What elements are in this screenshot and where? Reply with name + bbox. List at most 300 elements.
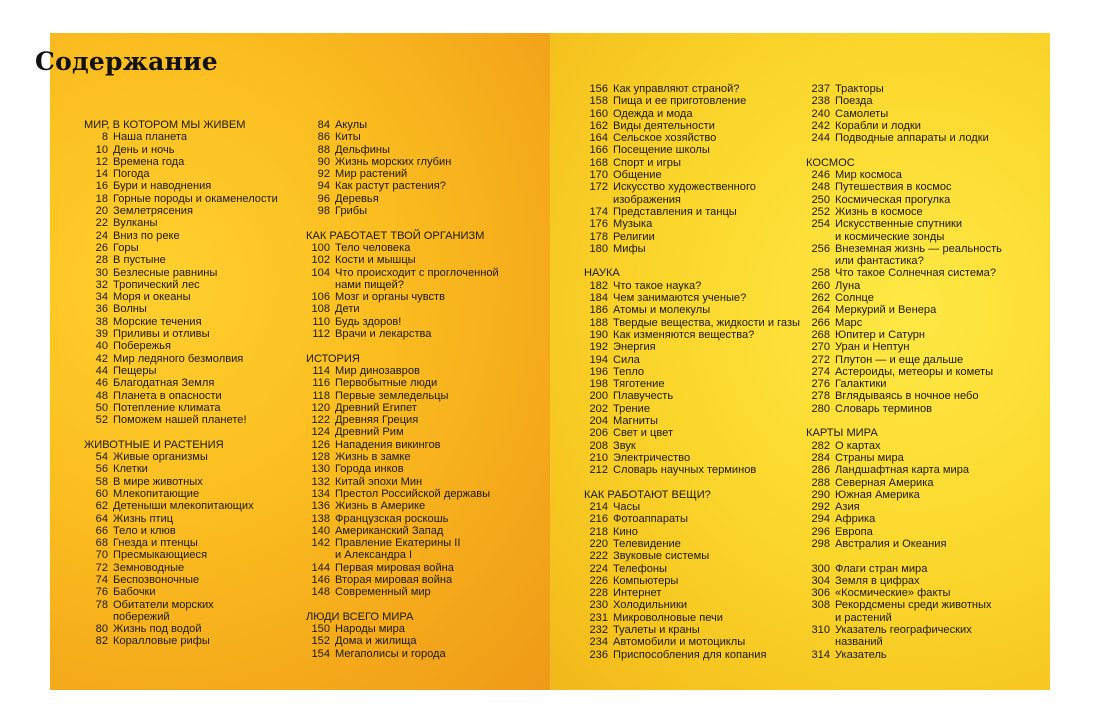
section-title: НАУКА	[584, 267, 620, 280]
toc-page-number: 82	[95, 635, 108, 648]
toc-entry-title: Обитатели морских побережий	[113, 598, 214, 623]
toc-page-number: 98	[317, 205, 330, 218]
toc-entry-title: Телевидение	[613, 537, 681, 550]
toc-page-number: 182	[589, 279, 608, 292]
toc-entry-title: Искусственные спутники и космические зонды	[835, 218, 963, 243]
toc-page-number: 218	[589, 525, 608, 538]
toc-entry	[306, 242, 566, 254]
toc-page-number: 236	[589, 648, 608, 661]
toc-entry-title: Галактики	[835, 378, 887, 391]
toc-page-number: 158	[589, 95, 608, 108]
toc-entry-title: Мифы	[613, 242, 646, 255]
toc-entry-title: Ландшафтная карта мира	[835, 464, 970, 477]
toc-page-number: 60	[95, 487, 108, 500]
toc-page-number: 202	[589, 402, 608, 415]
toc-entry-title: Австралия и Океания	[835, 537, 947, 550]
toc-entry	[306, 316, 566, 328]
toc-page-number: 104	[311, 266, 330, 279]
toc-entry	[306, 365, 566, 377]
toc-entry	[584, 513, 844, 525]
toc-entry-title: Горные породы и окаменелости	[113, 192, 278, 205]
toc-entry	[84, 390, 344, 402]
toc-page-number: 288	[811, 476, 830, 489]
toc-entry-title: Гнезда и птенцы	[113, 537, 198, 550]
toc-entry-title: Первобытные люди	[335, 377, 438, 390]
toc-entry-title: Меркурий и Венера	[835, 304, 937, 317]
toc-entry-title: Млекопитающие	[113, 487, 200, 500]
toc-page-number: 34	[95, 291, 108, 304]
toc-entry-title: Европа	[835, 525, 873, 538]
toc-page-number: 204	[589, 415, 608, 428]
toc-entry	[806, 280, 1066, 292]
toc-entry-title: Южная Америка	[835, 488, 920, 501]
toc-page-number: 74	[95, 573, 108, 586]
toc-entry	[306, 476, 566, 488]
toc-entry-title: Подводные аппараты и лодки	[835, 132, 989, 145]
toc-entry	[584, 132, 844, 144]
toc-page-number: 226	[589, 574, 608, 587]
toc-entry-title: Грибы	[335, 205, 368, 218]
toc-entry-title: Тело и клюв	[113, 524, 176, 537]
toc-page-number: 174	[589, 205, 608, 218]
toc-page-number: 116	[312, 377, 330, 390]
toc-entry	[84, 340, 344, 352]
toc-entry-title: Одежда и мода	[613, 107, 693, 120]
toc-entry-title: Первая мировая война	[335, 561, 454, 574]
toc-page-number: 230	[589, 599, 608, 612]
toc-section	[306, 611, 566, 660]
toc-entry	[806, 95, 1066, 107]
toc-entry-title: Американский Запад	[335, 524, 444, 537]
toc-page-number: 162	[589, 119, 608, 132]
toc-page-number: 294	[811, 513, 830, 526]
toc-page-number: 180	[589, 242, 608, 255]
toc-entry-title: Сила	[613, 353, 640, 366]
toc-entry-title: Приливы и отливы	[113, 328, 210, 341]
section-title: ЖИВОТНЫЕ И РАСТЕНИЯ	[84, 438, 224, 451]
toc-entry-title: Вглядываясь в ночное небо	[835, 390, 979, 403]
toc-entry	[584, 354, 844, 366]
toc-column-2	[306, 119, 566, 672]
toc-entry-title: Фотоаппараты	[613, 513, 688, 526]
toc-entry	[806, 206, 1066, 218]
toc-page-number: 26	[95, 241, 108, 254]
toc-entry	[306, 574, 566, 586]
toc-entry	[306, 119, 566, 131]
toc-page-number: 256	[811, 242, 830, 255]
toc-page-number: 114	[312, 364, 330, 377]
toc-entry	[84, 291, 344, 303]
toc-entry-title: Времена года	[113, 155, 185, 168]
toc-entry-title: Звуковые системы	[613, 550, 710, 563]
toc-entry	[84, 451, 344, 463]
toc-entry-title: Наша планета	[113, 131, 188, 144]
toc-entry	[84, 156, 344, 168]
toc-page-number: 28	[95, 254, 108, 267]
toc-entry	[84, 316, 344, 328]
toc-entry	[306, 537, 566, 562]
toc-entry	[806, 464, 1066, 476]
toc-entry	[84, 353, 344, 365]
toc-entry	[806, 243, 1066, 268]
toc-page-number: 150	[311, 623, 330, 636]
toc-entry-title: Потепление климата	[113, 401, 221, 414]
toc-page-number: 258	[811, 267, 830, 280]
toc-entry	[84, 574, 344, 586]
toc-page-number: 268	[811, 328, 830, 341]
toc-entry	[306, 144, 566, 156]
toc-entry-title: Тропический лес	[113, 278, 200, 291]
toc-entry	[584, 181, 844, 206]
toc-entry	[584, 243, 844, 255]
toc-page-number: 32	[95, 278, 108, 291]
toc-entry-title: Указатель	[835, 648, 887, 661]
toc-entry-title: Китай эпохи Мин	[335, 475, 423, 488]
toc-entry	[584, 563, 844, 575]
toc-page-number: 128	[311, 451, 330, 464]
toc-page-number: 78	[95, 598, 108, 611]
toc-page-number: 92	[317, 168, 330, 181]
toc-entry-title: Уран и Нептун	[835, 341, 910, 354]
toc-entry	[806, 181, 1066, 193]
toc-entry	[584, 157, 844, 169]
toc-entry	[84, 549, 344, 561]
toc-page-number: 166	[589, 144, 608, 157]
toc-entry	[84, 488, 344, 500]
toc-entry-title: Жизнь под водой	[113, 623, 202, 636]
toc-entry-title: Французская роскошь	[335, 512, 449, 525]
toc-entry	[84, 144, 344, 156]
toc-page-number: 12	[95, 155, 108, 168]
toc-page-number: 110	[312, 315, 330, 328]
toc-page-number: 80	[95, 623, 108, 636]
toc-page-number: 30	[95, 266, 108, 279]
toc-entry-title: Общение	[613, 169, 662, 182]
toc-entry	[306, 254, 566, 266]
toc-page-number: 234	[589, 636, 608, 649]
toc-entry	[84, 180, 344, 192]
toc-entry-title: Флаги стран мира	[835, 562, 928, 575]
toc-page-number: 86	[317, 131, 330, 144]
toc-entry-title: Пещеры	[113, 364, 157, 377]
toc-entry-title: Поможем нашей планете!	[113, 414, 247, 427]
toc-page-number: 76	[95, 586, 108, 599]
toc-entry	[84, 463, 344, 475]
toc-entry	[806, 304, 1066, 316]
toc-entry-title: Бури и наводнения	[113, 180, 212, 193]
toc-page-number: 8	[101, 131, 108, 144]
toc-entry	[84, 303, 344, 315]
toc-page-number: 237	[811, 83, 830, 95]
toc-page-number: 160	[589, 107, 608, 120]
toc-page-number: 40	[95, 340, 108, 353]
toc-page-number: 198	[589, 378, 608, 391]
toc-entry-title: Атомы и молекулы	[613, 304, 711, 317]
toc-page-number: 242	[811, 119, 830, 132]
toc-entry	[306, 562, 566, 574]
toc-entry-title: Азия	[835, 501, 860, 514]
toc-entry-title: Нападения викингов	[335, 438, 441, 451]
toc-section	[806, 427, 1066, 550]
toc-entry-title: Пища и ее приготовление	[613, 95, 747, 108]
toc-entry-title: Жизнь морских глубин	[335, 155, 452, 168]
toc-page-number: 212	[589, 464, 608, 477]
toc-entry	[306, 513, 566, 525]
toc-page-number: 246	[811, 169, 830, 182]
toc-entry-title: Луна	[835, 279, 861, 292]
toc-page-number: 262	[811, 292, 830, 305]
toc-page-number: 190	[589, 328, 608, 341]
toc-entry-title: Юпитер и Сатурн	[835, 328, 926, 341]
toc-page-number: 172	[589, 181, 608, 194]
toc-entry	[806, 218, 1066, 243]
toc-entry-title: Престол Российской державы	[335, 487, 491, 500]
toc-entry-title: Детеныши млекопитающих	[113, 500, 254, 513]
toc-entry-title: Мегаполисы и города	[335, 647, 446, 660]
toc-entry-title: Древний Египет	[335, 401, 417, 414]
toc-entry	[306, 525, 566, 537]
toc-entry	[806, 649, 1066, 661]
toc-page-number: 220	[589, 537, 608, 550]
toc-entry-title: Дельфины	[335, 143, 390, 156]
toc-page-number: 210	[589, 451, 608, 464]
toc-entry	[306, 180, 566, 192]
toc-page-number: 140	[311, 524, 330, 537]
section-title: ИСТОРИЯ	[306, 352, 360, 365]
toc-entry-title: Туалеты и краны	[613, 624, 700, 637]
toc-page-number: 196	[589, 365, 608, 378]
toc-entry-title: Живые организмы	[113, 451, 208, 464]
toc-entry-title: Современный мир	[335, 586, 431, 599]
toc-entry-title: В пустыне	[113, 254, 166, 267]
toc-page-number: 300	[811, 562, 830, 575]
toc-page-number: 122	[311, 414, 330, 427]
toc-section	[584, 267, 844, 476]
toc-page-number: 280	[811, 402, 830, 415]
toc-entry-title: «Космические» факты	[835, 587, 951, 600]
toc-entry	[306, 291, 566, 303]
toc-page-number: 282	[811, 439, 830, 452]
toc-entry-title: Акулы	[335, 119, 368, 131]
toc-entry-title: Тепло	[613, 365, 645, 378]
toc-page-number: 64	[95, 512, 108, 525]
toc-entry-title: Врачи и лекарства	[335, 328, 432, 341]
toc-entry	[584, 390, 844, 402]
toc-entry-title: День и ночь	[113, 143, 175, 156]
toc-entry-title: О картах	[835, 439, 881, 452]
toc-page-number: 292	[811, 501, 830, 514]
toc-column-3	[584, 83, 844, 673]
section-title: КОСМОС	[806, 156, 855, 169]
toc-page-number: 252	[811, 205, 830, 218]
toc-entry-title: Народы мира	[335, 623, 405, 636]
toc-page-number: 90	[317, 155, 330, 168]
toc-page-number: 108	[311, 303, 330, 316]
toc-entry	[806, 624, 1066, 649]
toc-entry-title: Землетрясения	[113, 205, 193, 218]
toc-entry	[806, 477, 1066, 489]
toc-entry	[584, 120, 844, 132]
toc-entry-title: Земноводные	[113, 561, 185, 574]
toc-entry-title: Указатель географических названий	[835, 624, 972, 649]
toc-page-number: 136	[311, 500, 330, 513]
toc-entry	[584, 550, 844, 562]
toc-entry-title: Бабочки	[113, 586, 156, 599]
toc-entry	[584, 378, 844, 390]
toc-entry	[84, 205, 344, 217]
toc-entry-title: Жизнь в замке	[335, 451, 411, 464]
toc-page-number: 304	[811, 574, 830, 587]
toc-entry-title: Посещение школы	[613, 144, 710, 157]
toc-entry-title: Дети	[335, 303, 360, 316]
section-title: КАК РАБОТАЕТ ТВОЙ ОРГАНИЗМ	[306, 229, 485, 242]
toc-page-number: 276	[811, 378, 830, 391]
toc-entry	[84, 513, 344, 525]
toc-page-number: 96	[317, 192, 330, 205]
toc-entry	[584, 403, 844, 415]
toc-entry	[806, 403, 1066, 415]
toc-page-number: 16	[95, 180, 108, 193]
toc-entry	[306, 205, 566, 217]
toc-entry-title: Вулканы	[113, 217, 158, 230]
toc-page-number: 178	[589, 230, 608, 243]
toc-page-number: 100	[311, 241, 330, 254]
toc-page-number: 284	[811, 451, 830, 464]
toc-entry-title: Астероиды, метеоры и кометы	[835, 365, 994, 378]
toc-page-number: 232	[589, 624, 608, 637]
toc-entry-title: Приспособления для копания	[613, 648, 767, 661]
toc-entry	[584, 280, 844, 292]
toc-entry	[806, 354, 1066, 366]
toc-section	[806, 157, 1066, 415]
toc-entry	[84, 131, 344, 143]
toc-entry	[806, 120, 1066, 132]
toc-entry-title: Древний Рим	[335, 426, 404, 439]
toc-entry	[806, 390, 1066, 402]
toc-entry	[84, 217, 344, 229]
toc-entry	[84, 254, 344, 266]
toc-entry-title: Сельское хозяйство	[613, 132, 717, 145]
toc-page-number: 54	[95, 451, 108, 464]
toc-page-number: 290	[811, 488, 830, 501]
toc-page-number: 194	[589, 353, 608, 366]
toc-entry-title: Киты	[335, 131, 361, 144]
toc-page-number: 184	[589, 292, 608, 305]
toc-page-number: 118	[312, 389, 330, 402]
toc-entry	[806, 194, 1066, 206]
toc-entry-title: Клетки	[113, 463, 148, 476]
toc-page-number: 112	[312, 328, 330, 341]
toc-entry	[584, 341, 844, 353]
toc-page-number: 192	[589, 341, 608, 354]
toc-column-1	[84, 119, 344, 660]
toc-entry-title: Рекордсмены среди животных и растений	[835, 599, 992, 624]
toc-entry-title: Твердые вещества, жидкости и газы	[613, 316, 801, 329]
toc-entry	[806, 599, 1066, 624]
toc-page-number: 130	[311, 463, 330, 476]
toc-page-number: 94	[317, 180, 330, 193]
toc-page-number: 152	[311, 635, 330, 648]
toc-entry	[806, 513, 1066, 525]
section-title: МИР, В КОТОРОМ МЫ ЖИВЕМ	[84, 119, 246, 131]
toc-page-number: 106	[311, 291, 330, 304]
toc-entry-title: Благодатная Земля	[113, 377, 215, 390]
toc-entry	[84, 377, 344, 389]
toc-entry-title: Магниты	[613, 415, 658, 428]
toc-page-number: 244	[811, 132, 830, 145]
toc-page-number: 146	[311, 573, 330, 586]
toc-entry-title: Моря и океаны	[113, 291, 191, 304]
toc-entry-title: Представления и танцы	[613, 205, 737, 218]
toc-entry	[806, 341, 1066, 353]
toc-entry	[306, 623, 566, 635]
toc-page-number: 206	[589, 427, 608, 440]
toc-page-number: 44	[95, 364, 108, 377]
toc-entry	[584, 415, 844, 427]
toc-entry	[306, 328, 566, 340]
toc-section	[306, 230, 566, 341]
toc-entry-title: Автомобили и мотоциклы	[613, 636, 746, 649]
toc-page-number: 42	[95, 352, 108, 365]
section-title: КАК РАБОТАЮТ ВЕЩИ?	[584, 488, 711, 501]
toc-entry	[584, 636, 844, 648]
toc-page-number: 216	[589, 513, 608, 526]
toc-entry-title: Первые земледельцы	[335, 389, 449, 402]
toc-entry	[306, 303, 566, 315]
toc-entry-title: Мир ледяного безмолвия	[113, 352, 244, 365]
toc-entry	[584, 440, 844, 452]
toc-page-number: 50	[95, 401, 108, 414]
toc-entry	[806, 267, 1066, 279]
toc-entry	[584, 452, 844, 464]
toc-entry-title: Интернет	[613, 587, 662, 600]
toc-page-number: 186	[589, 304, 608, 317]
section-title: КАРТЫ МИРА	[806, 427, 878, 440]
toc-entry-title: Что такое наука?	[613, 279, 702, 292]
toc-page-number: 38	[95, 315, 108, 328]
toc-page-number: 214	[589, 501, 608, 514]
toc-entry-title: Тяготение	[613, 378, 665, 391]
toc-entry	[806, 329, 1066, 341]
toc-page-number: 231	[589, 611, 608, 624]
toc-page-number: 52	[95, 414, 108, 427]
toc-entry-title: Дома и жилища	[335, 635, 417, 648]
toc-entry-title: Тело человека	[335, 241, 411, 254]
toc-entry-title: Чем занимаются ученые?	[613, 292, 747, 305]
toc-entry	[806, 440, 1066, 452]
toc-entry	[806, 538, 1066, 550]
toc-page-number: 154	[311, 647, 330, 660]
toc-page-number: 88	[317, 143, 330, 156]
toc-entry-title: Вторая мировая война	[335, 573, 453, 586]
toc-section	[306, 119, 566, 217]
toc-page-number: 148	[311, 586, 330, 599]
toc-page-number: 248	[811, 181, 830, 194]
toc-entry	[84, 500, 344, 512]
toc-entry	[806, 169, 1066, 181]
toc-entry	[584, 304, 844, 316]
toc-page-number: 70	[95, 549, 108, 562]
toc-entry-title: Поезда	[835, 95, 873, 108]
toc-entry-title: Холодильники	[613, 599, 688, 612]
toc-entry	[806, 132, 1066, 144]
toc-entry-title: Мир растений	[335, 168, 408, 181]
toc-entry	[584, 206, 844, 218]
toc-entry-title: Плавучесть	[613, 390, 674, 403]
toc-entry-title: Страны мира	[835, 451, 904, 464]
toc-page-number: 20	[95, 205, 108, 218]
toc-column-4	[806, 83, 1066, 673]
